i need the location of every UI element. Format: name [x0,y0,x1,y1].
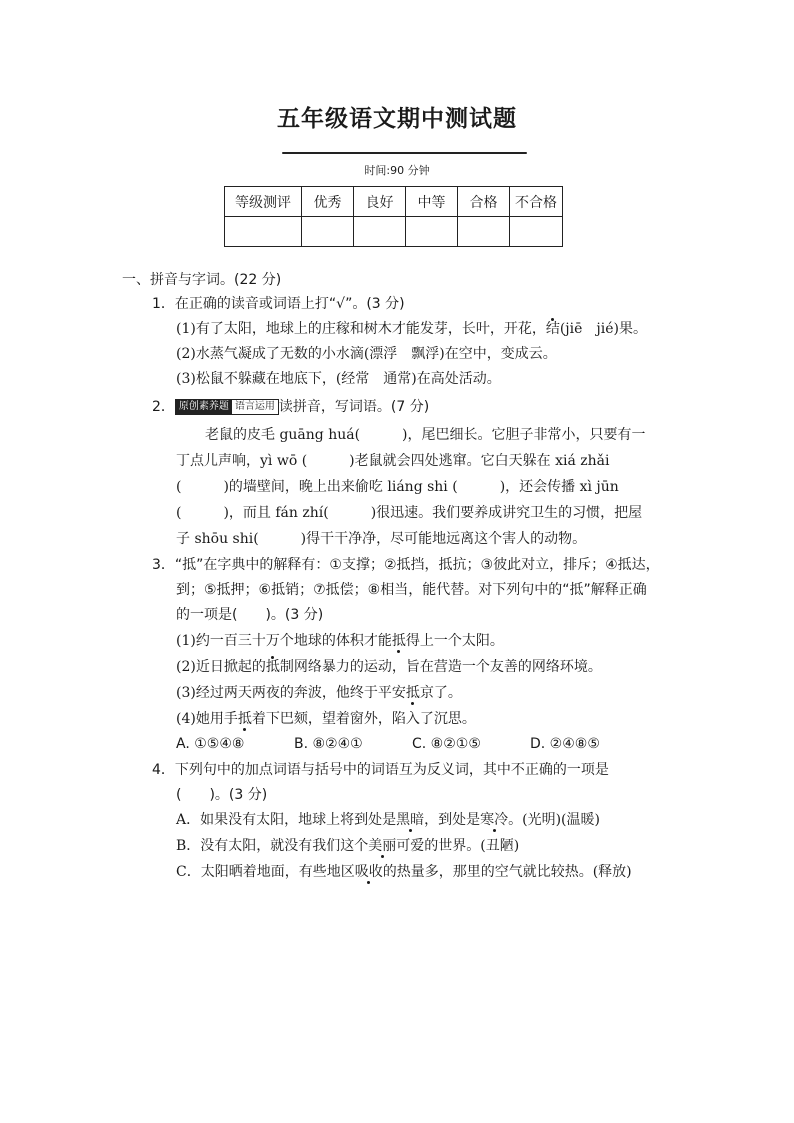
q4-option-c[interactable] [176,862,632,882]
q3-sentence-2 [176,657,602,677]
grade-answer-cell[interactable] [302,217,354,247]
q4-dotted-word: 黑暗 [396,812,425,828]
original-question-badge [175,399,279,415]
grade-answer-cell[interactable] [510,217,563,247]
q2-paragraph-line: 丁点儿声响，yì wō ( )老鼠就会四处逃窜。它白天躲在 xiá zhǎi [176,453,610,469]
badge-label-secondary: 语言运用 [234,401,275,412]
grade-table [224,186,563,247]
q2-number: 2． [152,399,175,415]
q4-option-text: A．如果没有太阳，地球上将到处是 [176,812,397,828]
option-d[interactable]: D. ②④⑧⑤ [530,736,600,752]
exam-time: 时间:90 分钟 [364,164,430,177]
grade-header-cell: 不合格 [510,187,563,217]
q4-option-a[interactable] [176,810,600,830]
q4-option-text: B．没有太阳，就没有我们这个 [176,838,369,854]
q3-dotted-char: 抵 [391,633,406,649]
question-1-item-1 [176,319,647,339]
badge-label-primary: 原创素养题 [176,400,232,414]
question-3-stem: 3．“抵”在字典中的解释有：①支撑；②抵挡，抵抗；③彼此对立，排斥；④抵达， [152,557,660,573]
page-title: 五年级语文期中测试题 [277,105,517,132]
q3-sentence-text: 着下巴颏，望着窗外，陷入了沉思。 [251,711,476,727]
q3-sentence-text: 制网络暴力的运动，旨在营造一个友善的网络环境。 [279,659,602,675]
q4-option-text: C．太阳晒着地面，有些地区 [176,864,355,880]
q1-dotted-char: 结 [545,321,560,337]
grade-table-answer-row [225,217,563,247]
q3-sentence-text: (4)她用手 [176,711,238,727]
grade-header-cell: 等级测评 [225,187,302,217]
q4-dotted-word: 美丽 [368,838,397,854]
grade-answer-cell[interactable] [458,217,510,247]
q4-dotted-word: 吸收 [354,864,383,880]
grade-header-cell: 中等 [406,187,458,217]
question-3-stem-cont: 的一项是( )。(3 分) [176,607,324,623]
q4-option-b[interactable] [176,836,519,856]
section-heading: 一、拼音与字词。(22 分) [122,272,282,288]
q4-option-text: 可爱的世界。(丑陋) [396,838,520,854]
q3-sentence-text: (1)约一百三十万个地球的体积才能 [176,633,392,649]
q4-option-text: 。(光明)(温暖) [508,812,600,828]
grade-answer-cell[interactable] [354,217,406,247]
q1-item1-tail: (jiē jié)果。 [559,321,647,337]
question-3-stem-cont: 到；⑤抵押；⑥抵销；⑦抵偿；⑧相当，能代替。对下列句中的“抵”解释正确 [176,582,647,598]
grade-answer-cell[interactable] [406,217,458,247]
question-4-stem: 4．下列句中的加点词语与括号中的词语互为反义词，其中不正确的一项是 [152,762,609,778]
q3-sentence-text: 京了。 [419,685,462,701]
grade-answer-cell[interactable] [225,217,302,247]
option-c[interactable]: C. ⑧②①⑤ [412,736,481,752]
q3-sentence-3 [176,683,462,703]
q2-paragraph-line: ( )的墙壁间，晚上出来偷吃 liáng shi ( )，还会传播 xì jūn [176,479,619,495]
question-1-item-2: (2)水蒸气凝成了无数的小水滴(漂浮 飘浮)在空中，变成云。 [176,346,557,362]
q2-stem-text: 读拼音，写词语。(7 分) [278,399,430,415]
option-b[interactable]: B. ⑧②④① [294,736,363,752]
option-a[interactable]: A. ①⑤④⑧ [176,736,245,752]
q3-dotted-char: 抵 [237,711,252,727]
q2-paragraph-line: ( )，而且 fán zhí( )很迅速。我们要养成讲究卫生的习惯，把屋 [176,505,643,521]
q3-sentence-text: (3)经过两天两夜的奔波，他终于平安 [176,685,406,701]
grade-header-cell: 合格 [458,187,510,217]
q3-sentence-1 [176,631,504,651]
question-2-stem [152,397,429,417]
q3-options [176,734,648,754]
q3-sentence-4 [176,709,476,729]
q4-option-text: 的热量多，那里的空气就比较热。(释放) [382,864,632,880]
q4-option-text: ，到处是 [424,812,481,828]
q3-dotted-char: 抵 [405,685,420,701]
grade-header-cell: 良好 [354,187,406,217]
q3-sentence-text: (2)近日掀起的 [176,659,266,675]
question-4-stem-cont: ( )。(3 分) [176,787,268,803]
q3-sentence-text: 得上一个太阳。 [405,633,504,649]
grade-table-header-row [225,187,563,217]
grade-header-cell: 优秀 [302,187,354,217]
question-1-stem: 1．在正确的读音或词语上打“√”。(3 分) [152,296,405,312]
q4-dotted-word: 寒冷 [480,812,509,828]
q1-item1-text: (1)有了太阳，地球上的庄稼和树木才能发芽，长叶，开花， [176,321,546,337]
title-divider [282,152,527,154]
question-1-item-3: (3)松鼠不躲藏在地底下，(经常 通常)在高处活动。 [176,371,501,387]
q3-dotted-char: 抵 [265,659,280,675]
q2-paragraph-line: 子 shōu shi( )得干干净净，尽可能地远离这个害人的动物。 [176,531,587,547]
q2-paragraph-line: 老鼠的皮毛 guāng huá( )，尾巴细长。它胆子非常小，只要有一 [205,427,646,443]
